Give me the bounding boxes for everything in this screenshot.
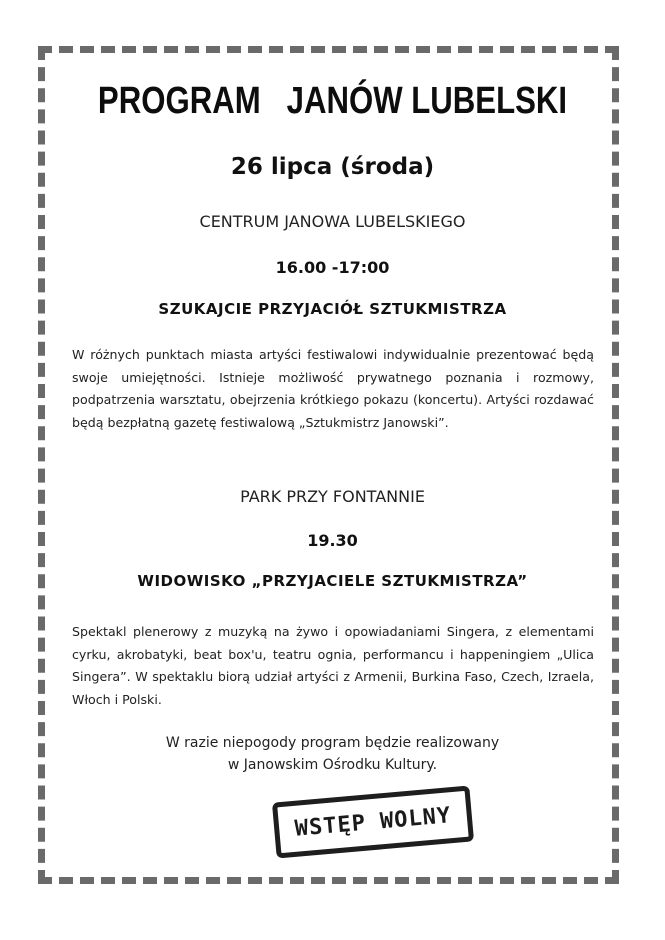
stamp-text: WSTĘP WOLNY xyxy=(293,802,453,842)
venue-1: CENTRUM JANOWA LUBELSKIEGO xyxy=(199,212,466,231)
event-title-1: SZUKAJCIE PRZYJACIÓŁ SZTUKMISTRZA xyxy=(158,300,507,318)
rain-note-line-1: W razie niepogody program będzie realizowany xyxy=(165,735,500,751)
event-title-2: WIDOWISKO „PRZYJACIELE SZTUKMISTRZA” xyxy=(137,572,528,590)
time-2: 19.30 xyxy=(307,531,358,550)
poster-title: PROGRAM JANÓW LUBELSKI xyxy=(97,80,568,122)
event-description-1: W różnych punktach miasta artyści festiwalowi indywidualnie prezentować będą swoje umiejętności. Istnieje możliwość prywatnego poznania i rozmowy, podpatrzenia warsztatu, obejrzenia krótkiego pokazu (koncertu). Artyści rozdawać będą bezpłatną gazetę festiwalową „Sztukmistrz Janowski”. xyxy=(72,347,594,430)
event-date: 26 lipca (środa) xyxy=(230,154,435,180)
time-1: 16.00 -17:00 xyxy=(275,258,390,277)
event-description-2: Spektakl plenerowy z muzyką na żywo i opowiadaniami Singera, z elementami cyrku, akrobatyki, beat box'u, teatru ognia, performancu i happeningiem „Ulica Singera”. W spektaklu biorą udział artyści z Armenii, Burkina Faso, Czech, Izraela, Włoch i Polski. xyxy=(72,624,594,707)
rain-note-line-2: w Janowskim Ośrodku Kultury. xyxy=(227,757,438,773)
venue-2: PARK PRZY FONTANNIE xyxy=(240,487,425,506)
